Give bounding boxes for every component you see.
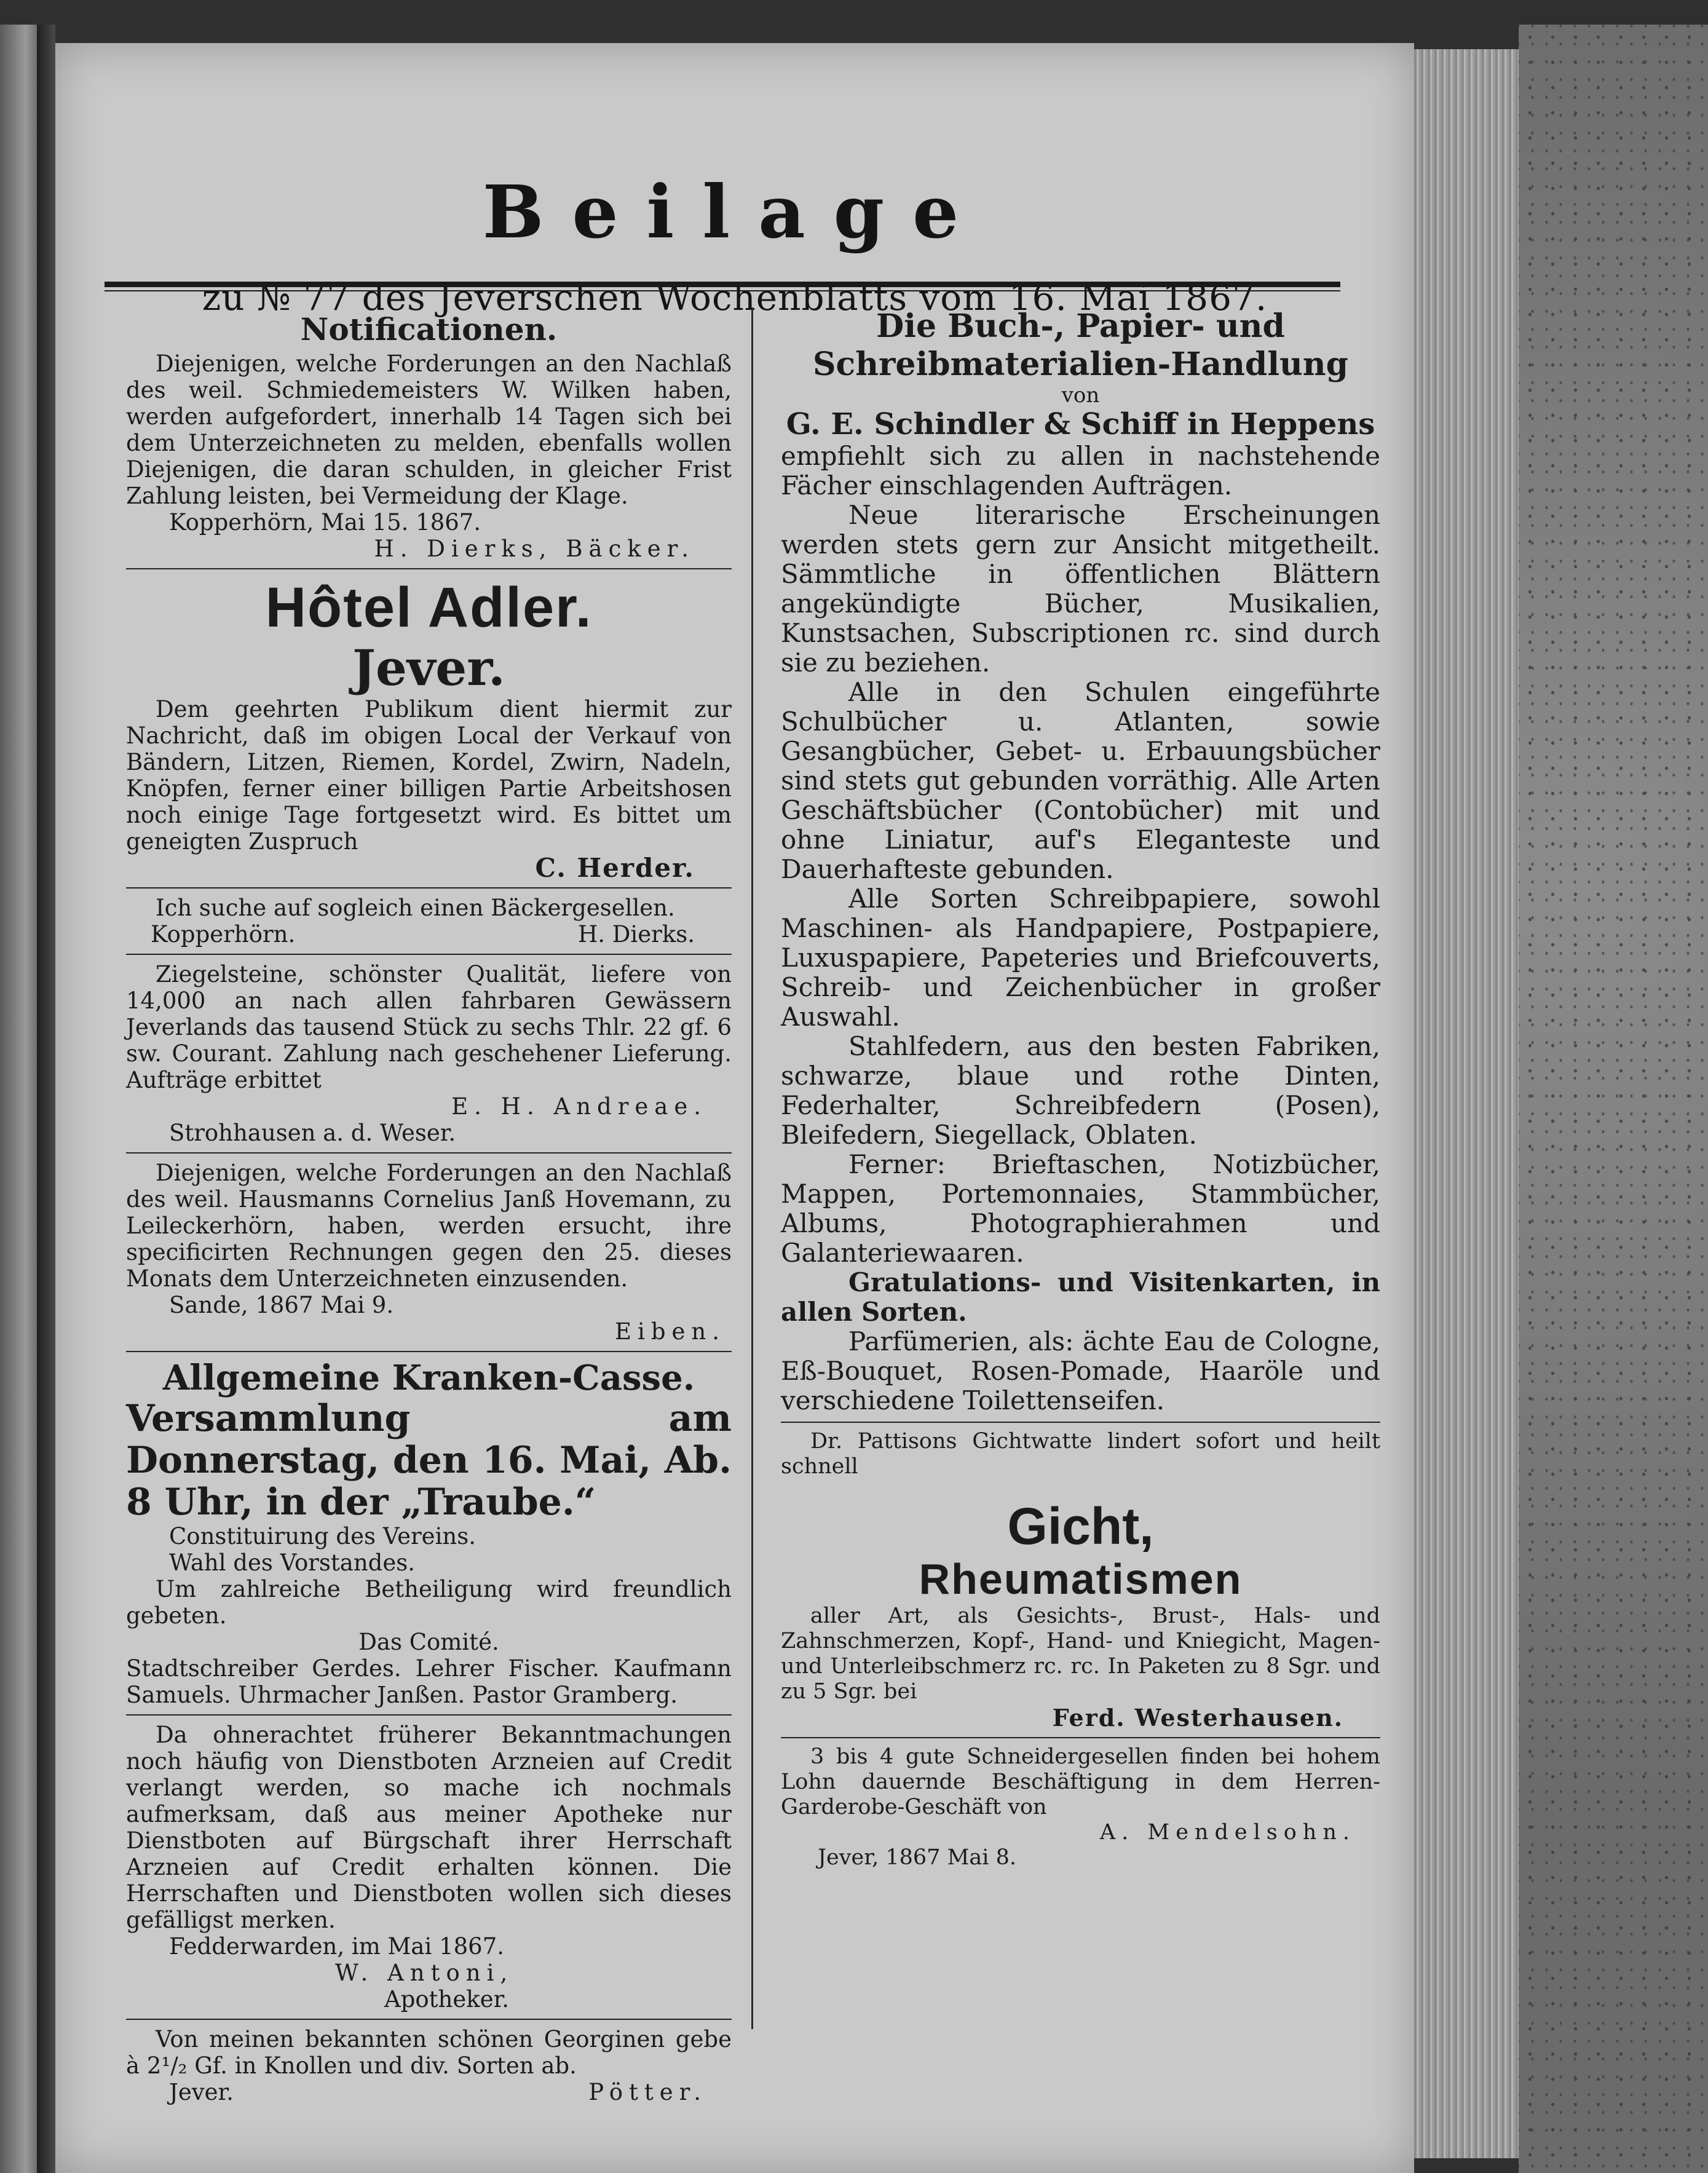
notice-text: Diejenigen, welche Forderungen an den Nachlaß des weil. Schmiedemeisters W. Wilken haben, werden aufgefordert, innerhalb 14 Tagen sich bei dem Unterzeichneten zu melden, ebenfalls wollen Diejenigen, die daran schulden, in gleicher Frist Zahlung leisten, bei Vermeidung der Klage.	[126, 350, 732, 509]
georginen-footer	[126, 2079, 732, 2105]
ad-ziegelsteine	[126, 961, 732, 1146]
notice-kranken-casse	[126, 1358, 732, 1708]
hovemann-text: Diejenigen, welche Forderungen an den Nachlaß des weil. Hausmanns Cornelius Janß Hovemann, zu Leileckerhörn, haben, werden ersucht, ihre specificirten Rechnungen gegen den 25. dieses Monats dem Unterzeichneten einzusenden.	[126, 1160, 732, 1292]
gicht-intro: Dr. Pattisons Gichtwatte lindert sofort und heilt schnell	[781, 1429, 1380, 1479]
hotel-text: Dem geehrten Publikum dient hiermit zur Nachricht, daß im obigen Local der Verkauf von Bändern, Litzen, Riemen, Kordel, Zwirn, Nadeln, Knöpfen, ferner einer billigen Partie Arbeitshosen noch einige Tage fortgesetzt wird. Es bittet um geneigten Zuspruch	[126, 696, 732, 855]
separator	[781, 1737, 1380, 1738]
apotheke-text: Da ohnerachtet früherer Bekanntmachungen noch häufig von Dienstboten Arzneien auf Credit verlangt werden, so mache ich nochmals aufmerksam, daß aus meiner Apotheke nur Dienstboten auf Bürgschaft ihrer Herrschaft Arzneien auf Credit erhalten können. Die Herrschaften und Dienstboten wollen sich dieses gefälligst merken.	[126, 1722, 732, 1933]
hotel-city: Jever.	[352, 639, 505, 697]
apotheke-role: Apotheker.	[384, 1986, 509, 2013]
shop-intro: empfiehlt sich zu allen in nachstehende Fächer einschlagenden Aufträgen.	[781, 441, 1380, 501]
book-cover	[1519, 25, 1708, 2173]
shop-von: von	[1061, 383, 1100, 408]
baecker-text: Ich suche auf sogleich einen Bäckergesellen.	[156, 895, 675, 921]
page-edges	[1414, 49, 1519, 2158]
notice-hovemann	[126, 1160, 732, 1345]
hovemann-signature: Eiben.	[614, 1318, 726, 1345]
notice-apotheke	[126, 1722, 732, 2013]
shop-paragraph-7: Parfümerien, als: ächte Eau de Cologne, Eß-Bouquet, Rosen-Pomade, Haaröle und verschiedene Toilettenseifen.	[781, 1326, 1380, 1415]
gicht-signature: Ferd. Westerhausen.	[1052, 1704, 1343, 1732]
georginen-place: Jever.	[169, 2079, 234, 2105]
separator	[126, 568, 732, 569]
separator	[781, 1422, 1380, 1423]
kasse-meeting: Versammlung am Donnerstag, den 16. Mai, Ab. 8 Uhr, in der „Traube.“	[126, 1397, 732, 1524]
notice-heading: Notificationen.	[300, 311, 558, 347]
shop-paragraph-6: Gratulations- und Visitenkarten, in allen Sorten.	[781, 1267, 1380, 1327]
book-gutter	[37, 25, 55, 2173]
hotel-name: Hôtel Adler.	[265, 576, 593, 639]
left-page-edge	[0, 25, 37, 2173]
masthead-title: Beilage	[482, 169, 987, 255]
masthead-subtitle: zu № 77 des Jeverschen Wochenblatts vom 16. Mai 1867.	[202, 277, 1268, 319]
right-column	[781, 307, 1380, 1870]
hotel-signature: C. Herder.	[535, 853, 695, 883]
masthead-rule-thin	[105, 290, 1340, 291]
separator	[126, 2019, 732, 2020]
kasse-heading: Allgemeine Kranken-Casse.	[162, 1358, 695, 1398]
kasse-comite: Das Comité.	[358, 1629, 499, 1655]
column-divider	[751, 307, 753, 2029]
schneider-text: 3 bis 4 gute Schneidergesellen finden bei hohem Lohn dauernde Beschäftigung in dem Herren-Garderobe-Geschäft von	[781, 1744, 1380, 1819]
baecker-signature: H. Dierks.	[577, 921, 695, 948]
schneider-signature: A. Mendelsohn.	[1099, 1820, 1356, 1845]
gicht-title-2: Rheumatismen	[919, 1555, 1243, 1603]
ziegel-text: Ziegelsteine, schönster Qualität, liefere von 14,000 an nach allen fahrbaren Gewässern Jeverlands das tausend Stück zu sechs Thlr. 22 gf. 6 sw. Courant. Zahlung nach geschehener Lieferung. Aufträge erbittet	[126, 961, 732, 1093]
schneider-place: Jever, 1867 Mai 8.	[818, 1845, 1016, 1870]
shop-paragraph-5: Ferner: Brieftaschen, Notizbücher, Mappen, Portemonnaies, Stammbücher, Albums, Photographierahmen und Galanteriewaaren.	[781, 1149, 1380, 1268]
separator	[126, 954, 732, 955]
notice-place: Kopperhörn, Mai 15. 1867.	[169, 509, 481, 536]
kasse-text: Um zahlreiche Betheiligung wird freundlich gebeten.	[126, 1576, 732, 1629]
separator	[126, 1351, 732, 1352]
ziegel-signature: E. H. Andreae.	[451, 1093, 707, 1120]
masthead-rule	[105, 282, 1340, 287]
kasse-members: Stadtschreiber Gerdes. Lehrer Fischer. Kaufmann Samuels. Uhrmacher Janßen. Pastor Gramberg.	[126, 1655, 732, 1708]
gicht-text: aller Art, als Gesichts-, Brust-, Hals- und Zahnschmerzen, Kopf-, Hand- und Kniegicht, Magen- und Unterleibschmerz rc. rc. In Paketen zu 8 Sgr. und zu 5 Sgr. bei	[781, 1604, 1380, 1704]
notice-notificationen	[126, 311, 732, 562]
ad-schneidergesellen	[781, 1744, 1380, 1870]
baecker-footer	[126, 921, 732, 948]
shop-paragraph-4: Stahlfedern, aus den besten Fabriken, schwarze, blaue und rothe Dinten, Federhalter, Schreibfedern (Posen), Bleifedern, Siegellack, Oblaten.	[781, 1031, 1380, 1150]
ziegel-place: Strohhausen a. d. Weser.	[169, 1120, 456, 1146]
apotheke-signature: W. Antoni,	[335, 1960, 514, 1986]
notice-signature: H. Dierks, Bäcker.	[374, 536, 695, 562]
separator	[126, 1714, 732, 1716]
ad-baeckergeselle	[126, 895, 732, 948]
left-column	[126, 307, 732, 2105]
georginen-signature: Pötter.	[588, 2079, 707, 2105]
kasse-item-2: Wahl des Vorstandes.	[169, 1550, 415, 1576]
shop-paragraph-2: Alle in den Schulen eingeführte Schulbücher u. Atlanten, sowie Gesangbücher, Gebet- u. Erbauungsbücher sind stets gut gebunden vorräthig. Alle Arten Geschäftsbücher (Contobücher) mit und ohne Liniatur, auf's Eleganteste und Dauerhafteste gebunden.	[781, 677, 1380, 884]
ad-georginen	[126, 2026, 732, 2105]
ad-gichtwatte	[781, 1429, 1380, 1731]
separator	[126, 887, 732, 889]
ad-hotel-adler	[126, 576, 732, 881]
kasse-item-1: Constituirung des Vereins.	[169, 1523, 476, 1550]
apotheke-place: Fedderwarden, im Mai 1867.	[169, 1933, 504, 1960]
georginen-text: Von meinen bekannten schönen Georginen gebe à 2¹/₂ Gf. in Knollen und div. Sorten ab.	[126, 2026, 732, 2079]
ad-buchhandlung	[781, 307, 1380, 1415]
separator	[126, 1152, 732, 1154]
baecker-place: Kopperhörn.	[151, 921, 296, 948]
shop-heading: Die Buch-, Papier- und Schreibmaterialien-Handlung	[813, 307, 1348, 383]
hovemann-place: Sande, 1867 Mai 9.	[169, 1292, 394, 1318]
shop-paragraph-1: Neue literarische Erscheinungen werden stets gern zur Ansicht mitgetheilt. Sämmtliche in öffentlichen Blättern angekündigte Bücher, Musikalien, Kunstsachen, Subscriptionen rc. sind durch sie zu beziehen.	[781, 500, 1380, 678]
shop-firm: G. E. Schindler & Schiff in Heppens	[786, 407, 1375, 441]
shop-paragraph-3: Alle Sorten Schreibpapiere, sowohl Maschinen- als Handpapiere, Postpapiere, Luxuspapiere, Papeteries und Briefcouverts, Schreib- und Zeichenbücher in großer Auswahl.	[781, 884, 1380, 1032]
cover-texture	[1519, 25, 1708, 2173]
gicht-title-1: Gicht,	[1007, 1497, 1154, 1555]
